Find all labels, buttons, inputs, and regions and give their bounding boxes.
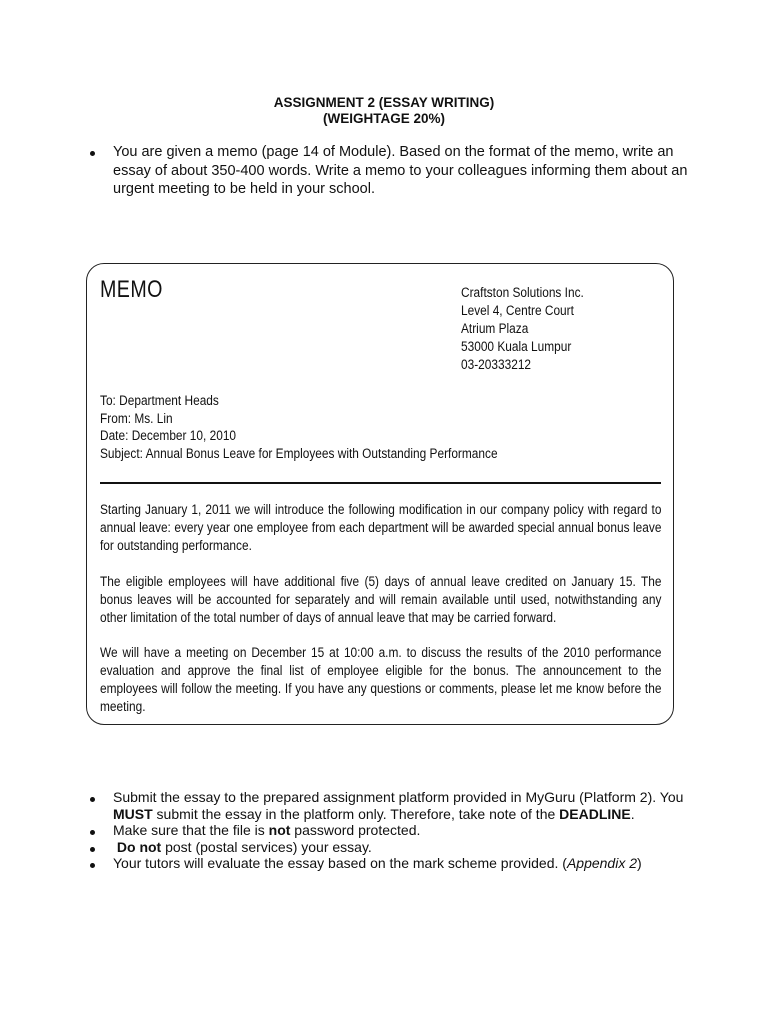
- list-item: [84, 839, 694, 856]
- company-address-line1: Level 4, Centre Court: [461, 303, 574, 318]
- instructions-list: [84, 789, 694, 872]
- memo-date: Date: December 10, 2010: [100, 428, 237, 444]
- intro-instruction-text: You are given a memo (page 14 of Module). Based on the format of the memo, write an essay of about 350-400 words. Write a memo to your colleagues informing them about an urgent meeting to be held in your school.: [113, 144, 688, 197]
- memo-divider: [100, 482, 661, 484]
- company-name: Craftston Solutions Inc.: [461, 285, 584, 300]
- company-address-line3: 53000 Kuala Lumpur: [461, 339, 572, 354]
- bullet-icon: [84, 855, 113, 872]
- assignment-weightage: (WEIGHTAGE 20%): [322, 111, 445, 126]
- list-item: [84, 855, 694, 872]
- memo-box: [86, 263, 674, 725]
- memo-header-fields: [100, 392, 498, 463]
- company-phone: 03-20333212: [461, 357, 532, 372]
- memo-paragraph-3-text: We will have a meeting on December 15 at 10:00 a.m. to discuss the results of the 2010 performance evaluation and approve the final list of employee eligible for the bonus. The announcement to the employees will follow the meeting. If you have any questions or comments, please let me know before the meeting.: [100, 645, 662, 714]
- intro-bullet-list: [84, 143, 694, 199]
- bullet-icon: [84, 822, 113, 839]
- instruction-password: Make sure that the file is not password protected.: [113, 822, 421, 838]
- instruction-no-post: Do not post (postal services) your essay.: [116, 838, 372, 855]
- bullet-icon: [84, 143, 113, 162]
- list-item: [84, 789, 694, 822]
- company-address-block: [461, 284, 584, 374]
- assignment-title-line1: ASSIGNMENT 2 (ESSAY WRITING): [273, 95, 495, 110]
- list-item: [84, 143, 694, 199]
- company-address-line2: Atrium Plaza: [461, 321, 529, 336]
- memo-title: MEMO: [100, 276, 163, 303]
- instruction-submit: Submit the essay to the prepared assignment platform provided in MyGuru (Platform 2). You MUST submit the essay in the platform only. Therefore, take note of the DEADLINE.: [113, 789, 684, 822]
- bullet-icon: [84, 839, 113, 856]
- memo-subject: Subject: Annual Bonus Leave for Employees with Outstanding Performance: [100, 446, 498, 462]
- assignment-title: [0, 95, 768, 127]
- list-item: [84, 822, 694, 839]
- memo-paragraph-3: [100, 644, 661, 716]
- memo-to: To: Department Heads: [100, 393, 219, 408]
- instruction-mark-scheme: Your tutors will evaluate the essay based on the mark scheme provided. (Appendix 2): [113, 855, 642, 871]
- memo-paragraph-1-text: Starting January 1, 2011 we will introduce the following modification in our company policy with regard to annual leave: every year one employee from each department will be awarded special annual bonus leave for outstanding performance.: [100, 502, 662, 553]
- memo-from: From: Ms. Lin: [100, 410, 173, 426]
- bullet-icon: [84, 789, 113, 806]
- memo-paragraph-1: [100, 501, 661, 555]
- memo-paragraph-2-text: The eligible employees will have additional five (5) days of annual leave credited on January 15. The bonus leaves will be accounted for separately and will remain available until used, notwithstanding any other limitation of the total number of days of annual leave that may be carried forward.: [100, 574, 662, 625]
- memo-paragraph-2: [100, 573, 661, 627]
